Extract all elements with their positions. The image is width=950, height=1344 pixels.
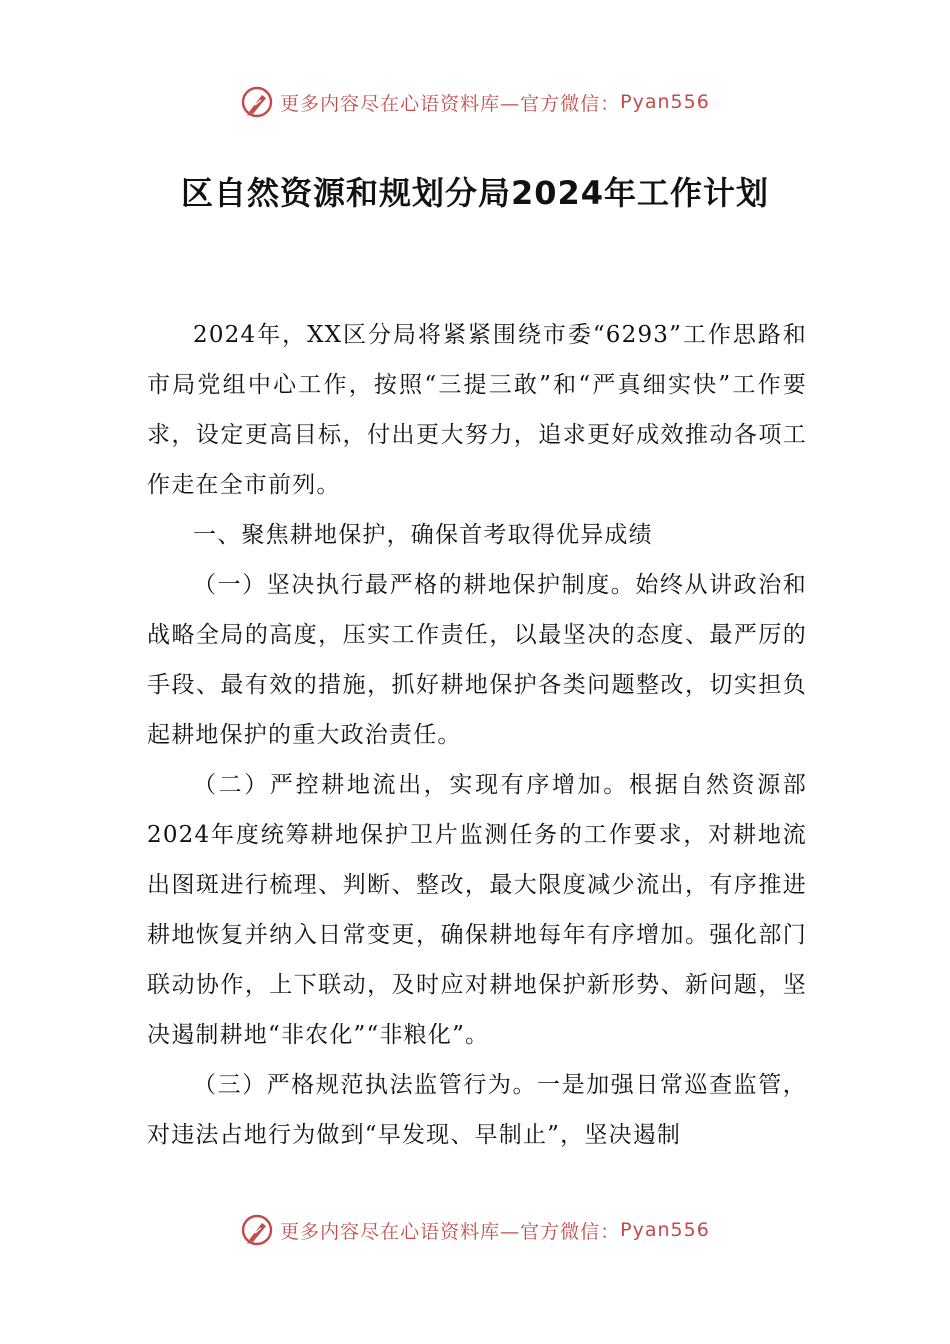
paragraph-item-1: （一）坚决执行最严格的耕地保护制度。始终从讲政治和战略全局的高度，压实工作责任，以最坚决的态度、最严厉的手段、最有效的措施，抓好耕地保护各类问题整改，切实担负起耕地保护的重大政治责任。	[147, 572, 807, 748]
document-body	[147, 310, 807, 1160]
paragraph-item-2: （二）严控耕地流出，实现有序增加。根据自然资源部2024年度统筹耕地保护卫片监测任务的工作要求，对耕地流出图斑进行梳理、判断、整改，最大限度减少流出，有序推进耕地恢复并纳入日常变更，确保耕地每年有序增加。强化部门联动协作，上下联动，及时应对耕地保护新形势、新问题，坚决遏制耕地“非农化”“非粮化”。	[147, 772, 807, 1048]
paragraph-item-3: （三）严格规范执法监管行为。一是加强日常巡查监管，对违法占地行为做到“早发现、早制止”，坚决遏制	[147, 1072, 807, 1148]
pen-nib-logo-icon	[240, 85, 274, 119]
footer-watermark	[0, 1210, 950, 1250]
pen-nib-logo-icon	[240, 1213, 274, 1247]
watermark-contact: Pyan556	[620, 91, 710, 113]
section-heading-1: 一、聚焦耕地保护，确保首考取得优异成绩	[193, 522, 653, 548]
watermark-text: 更多内容尽在心语资料库—官方微信：	[280, 92, 621, 115]
header-watermark	[0, 82, 950, 122]
watermark-text: 更多内容尽在心语资料库—官方微信：	[280, 1220, 621, 1243]
document-title: 区自然资源和规划分局2024年工作计划	[180, 174, 770, 212]
watermark-contact: Pyan556	[620, 1219, 710, 1241]
paragraph-intro: 2024年，XX区分局将紧紧围绕市委“6293”工作思路和市局党组中心工作，按照“三提三敢”和“严真细实快”工作要求，设定更高目标，付出更大努力，追求更好成效推动各项工作走在全市前列。	[147, 322, 807, 498]
